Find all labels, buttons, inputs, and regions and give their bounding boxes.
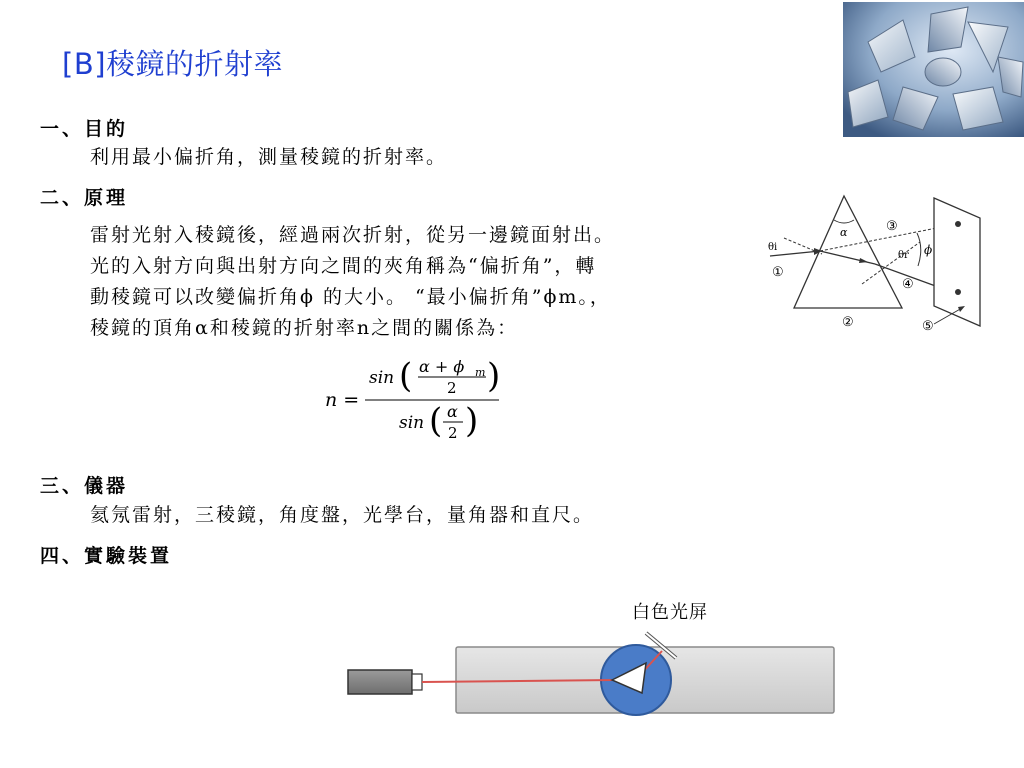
figure-label-3: ③ xyxy=(886,219,898,234)
formula-den-fn: sin xyxy=(399,413,425,433)
refractive-index-formula xyxy=(323,355,513,447)
formula-num-den: 2 xyxy=(447,379,457,397)
section-heading-purpose: 一、目的 xyxy=(40,118,129,140)
formula-den-den: 2 xyxy=(448,424,458,442)
instruments-text: 氦氖雷射，三稜鏡，角度盤，光學台，量角器和直尺。 xyxy=(90,504,595,526)
prism-refraction-diagram xyxy=(762,188,994,336)
formula-lhs: n = xyxy=(325,389,360,411)
figure-label-4: ④ xyxy=(902,277,914,292)
experimental-setup-diagram xyxy=(340,625,860,725)
section-heading-setup: 四、實驗裝置 xyxy=(40,545,173,567)
formula-num-rparen: ) xyxy=(487,356,501,396)
formula-num-lparen: ( xyxy=(399,356,413,396)
section-heading-principle: 二、原理 xyxy=(40,187,129,209)
figure-label-2: ② xyxy=(842,315,854,330)
prism-crystals-photo xyxy=(843,2,1024,137)
laser-device-icon xyxy=(348,670,422,694)
principle-line-3: 動稜鏡可以改變偏折角ϕ 的大小。 “最小偏折角”ϕm。， xyxy=(90,286,611,308)
principle-line-4: 稜鏡的頂角α和稜鏡的折射率n之間的關係為： xyxy=(90,317,519,339)
formula-num-sub: m xyxy=(475,366,486,379)
principle-line-2: 光的入射方向與出射方向之間的夾角稱為“偏折角”，轉 xyxy=(90,255,597,277)
white-screen-label: 白色光屏 xyxy=(632,602,708,623)
page-title: [B]稜鏡的折射率 xyxy=(62,47,284,81)
purpose-text: 利用最小偏折角，測量稜鏡的折射率。 xyxy=(90,146,448,168)
figure-label-5: ⑤ xyxy=(922,319,934,334)
figure-label-1: ① xyxy=(772,265,784,280)
formula-num-fn: sin xyxy=(369,368,395,388)
formula-num-inner: α + ϕ xyxy=(419,357,465,376)
theta-r-label: θr xyxy=(898,250,909,261)
theta-i-label: θi xyxy=(768,242,778,253)
principle-text xyxy=(90,220,615,344)
formula-den-lparen: ( xyxy=(429,401,443,441)
formula-den-inner: α xyxy=(447,402,458,421)
principle-line-1: 雷射光射入稜鏡後，經過兩次折射，從另一邊鏡面射出。 xyxy=(90,224,616,246)
phi-label: ϕ xyxy=(924,243,933,257)
alpha-label: α xyxy=(840,226,848,239)
section-heading-instruments: 三、儀器 xyxy=(40,475,129,497)
formula-den-rparen: ) xyxy=(465,401,479,441)
